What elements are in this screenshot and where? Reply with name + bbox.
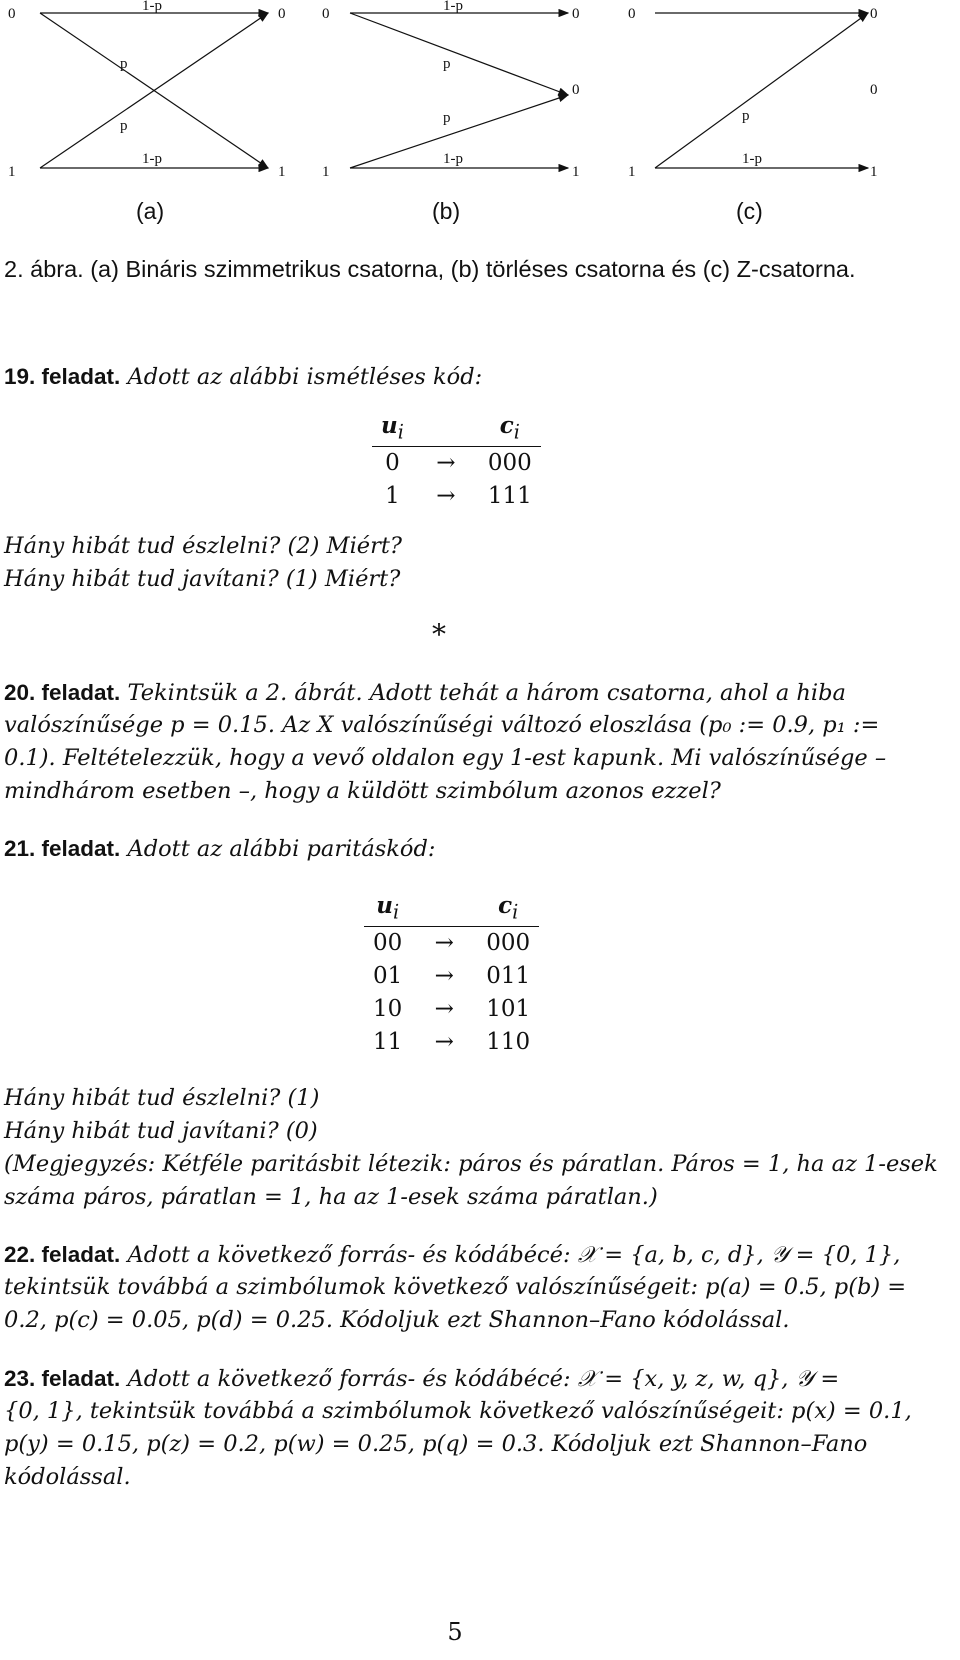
input-1-label: 1 [628,164,636,180]
exercise-20-line-4: mindhárom esetben –, hogy a küldött szimbólum azonos ezzel? [4,778,721,804]
exercise-title: 19. feladat. [4,364,121,389]
cross-lower-label: p [443,110,451,126]
table-row: 00 → 000 [373,930,531,956]
exercise-title: 21. feladat. [4,836,121,861]
bottom-edge-label: 1-p [742,151,762,167]
repetition-code-table [372,410,541,513]
exercise-22-line-2: tekintsük továbbá a szimbólumok következő valószínűségeit: p(a) = 0.5, p(b) = [4,1274,907,1300]
exercise-23-line-1: 23. feladat. Adott a következő forrás- és kódábécé: 𝒳 = {x, y, z, w, q}, 𝒴 = [4,1366,840,1392]
top-edge-label: 1-p [443,0,463,14]
exercise-19-question-2: Hány hibát tud javítani? (1) Miért? [4,566,401,592]
input-1-label: 1 [8,164,16,180]
input-0-label: 0 [628,6,636,22]
exercise-21-question-2: Hány hibát tud javítani? (0) [4,1118,318,1144]
table-row: 11 → 110 [373,1029,531,1055]
parity-code-table [364,890,539,1059]
bottom-edge-label: 1-p [142,151,162,167]
table-row: 10 → 101 [373,996,531,1022]
exercise-19-question-1: Hány hibát tud észlelni? (2) Miért? [4,533,402,559]
output-1-label: 1 [572,164,580,180]
exercise-21-note-line-2: száma páros, páratlan = 1, ha az 1-esek száma páratlan.) [4,1184,658,1210]
exercise-21-note-line-1: (Megjegyzés: Kétféle paritásbit létezik: páros és páratlan. Páros = 1, ha az 1-esek [4,1151,938,1177]
page-number: 5 [447,1618,463,1646]
exercise-title: 20. feladat. [4,680,121,705]
output-1-label: 1 [870,164,878,180]
table-row: 0 → 000 [385,450,532,476]
subfigure-caption-b: (b) [432,198,461,224]
top-edge-label: 1-p [142,0,162,14]
exercise-21-heading [4,832,914,866]
cross-lower-label: p [120,118,128,134]
output-0-label: 0 [278,6,286,22]
output-0-label: 0 [870,6,878,22]
subfigure-caption-a: (a) [136,198,165,224]
cross-lower-label: p [742,108,750,124]
subfigure-caption-c: (c) [736,198,763,224]
exercise-22-line-1: 22. feladat. Adott a következő forrás- és kódábécé: 𝒳 = {a, b, c, d}, 𝒴 = {0, 1}, [4,1242,901,1268]
exercise-intro: Adott az alábbi paritáskód: [127,836,436,862]
output-0-label: 0 [572,6,580,22]
header-c: $c_i$ [477,890,539,927]
output-middle-label: 0 [870,82,878,98]
input-0-label: 0 [322,6,330,22]
exercise-23-line-3: p(y) = 0.15, p(z) = 0.2, p(w) = 0.25, p(q) = 0.3. Kódoljuk ezt Shannon–Fano [4,1431,868,1457]
exercise-20-line-1: 20. feladat. Tekintsük a 2. ábrát. Adott tehát a három csatorna, ahol a hiba [4,680,846,706]
exercise-23-line-2: {0, 1}, tekintsük továbbá a szimbólumok következő valószínűségeit: p(x) = 0.1, [4,1398,912,1424]
section-separator: * [432,618,446,651]
header-u: $u_i$ [364,890,411,927]
input-0-label: 0 [8,6,16,22]
bsc-diagram [8,0,286,180]
cross-upper-label: p [120,56,128,72]
z-channel-diagram [628,6,878,180]
input-1-label: 1 [322,164,330,180]
exercise-21-question-1: Hány hibát tud észlelni? (1) [4,1085,320,1111]
erasure-channel-diagram [322,0,580,180]
output-erasure-label: 0 [572,82,580,98]
exercise-22-line-3: 0.2, p(c) = 0.05, p(d) = 0.25. Kódoljuk ezt Shannon–Fano kódolással. [4,1307,790,1333]
output-1-label: 1 [278,164,286,180]
exercise-title: 23. feladat. [4,1366,121,1391]
header-u: $u_i$ [372,410,413,447]
exercise-19-heading [4,360,914,394]
table-row: 1 → 111 [385,483,532,509]
header-c: $c_i$ [479,410,541,447]
figure-caption: 2. ábra. (a) Bináris szimmetrikus csatorna, (b) törléses csatorna és (c) Z-csatorna. [4,256,856,282]
exercise-intro: Adott az alábbi ismétléses kód: [127,364,483,390]
exercise-23-line-4: kódolással. [4,1464,131,1490]
cross-upper-label: p [443,56,451,72]
table-row: 01 → 011 [373,963,531,989]
exercise-20-line-3: 0.1). Feltételezzük, hogy a vevő oldalon egy 1-est kapunk. Mi valószínűsége – [4,745,887,771]
exercise-20-line-2: valószínűsége p = 0.15. Az X valószínűségi változó eloszlása (p₀ := 0.9, p₁ := [4,712,880,738]
exercise-title: 22. feladat. [4,1242,121,1267]
bottom-edge-label: 1-p [443,151,463,167]
